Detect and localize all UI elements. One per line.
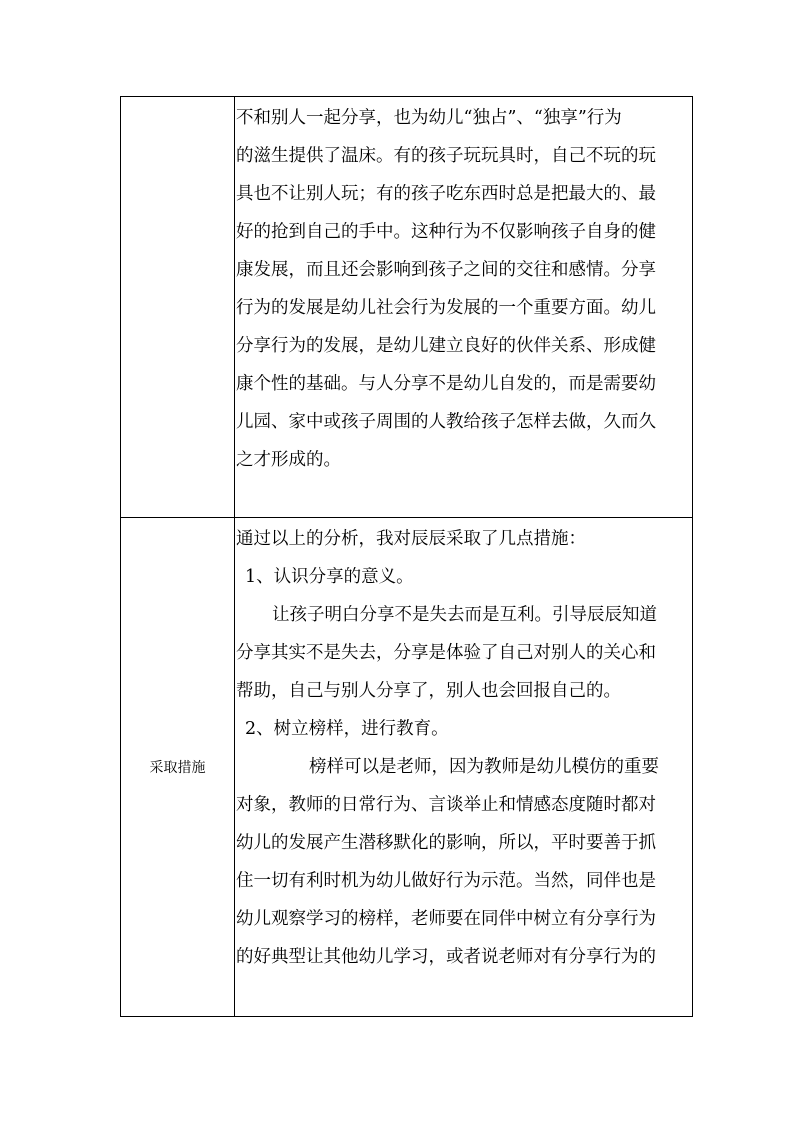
row-label-cell xyxy=(121,97,235,518)
text-line: 的好典型让其他幼儿学习，或者说老师对有分享行为的 xyxy=(236,947,656,967)
text-line: 住一切有利时机为幼儿做好行为示范。当然，同伴也是 xyxy=(236,871,656,891)
text-line: 对象，教师的日常行为、言谈举止和情感态度随时都对 xyxy=(236,795,656,815)
row-content-cell xyxy=(235,518,693,1017)
text-line: 帮助，自己与别人分享了，别人也会回报自己的。 xyxy=(236,681,621,701)
document-table xyxy=(120,96,693,1017)
text-line: 幼儿的发展产生潜移默化的影响，所以，平时要善于抓 xyxy=(236,833,656,853)
row-label-cell xyxy=(121,518,235,1017)
text-line: 让孩子明白分享不是失去而是互利。引导辰辰知道 xyxy=(272,605,657,625)
text-line: 之才形成的。 xyxy=(236,450,341,470)
text-line: 具也不让别人玩；有的孩子吃东西时总是把最大的、最 xyxy=(236,184,656,204)
text-line: 不和别人一起分享，也为幼儿“独占”、“独享”行为 xyxy=(236,108,622,128)
text-line: 儿园、家中或孩子周围的人教给孩子怎样去做，久而久 xyxy=(236,412,656,432)
text-line: 康个性的基础。与人分享不是幼儿自发的，而是需要幼 xyxy=(236,374,656,394)
text-line: 康发展，而且还会影响到孩子之间的交往和感情。分享 xyxy=(236,260,656,280)
text-line: 分享行为的发展，是幼儿建立良好的伙伴关系、形成健 xyxy=(236,336,656,356)
text-line: 分享其实不是失去，分享是体验了自己对别人的关心和 xyxy=(236,643,656,663)
section-heading: 2、树立榜样，进行教育。 xyxy=(245,719,449,739)
row-content-cell xyxy=(235,97,693,518)
table-row xyxy=(121,97,693,518)
section-heading: 1、认识分享的意义。 xyxy=(245,567,414,587)
text-line: 幼儿观察学习的榜样，老师要在同伴中树立有分享行为 xyxy=(236,909,656,929)
text-line: 行为的发展是幼儿社会行为发展的一个重要方面。幼儿 xyxy=(236,298,656,318)
table-row xyxy=(121,518,693,1017)
text-line: 榜样可以是老师，因为教师是幼儿模仿的重要 xyxy=(309,757,659,777)
text-line: 通过以上的分析，我对辰辰采取了几点措施： xyxy=(236,529,586,549)
row-label-measures: 采取措施 xyxy=(149,760,206,776)
text-line: 的滋生提供了温床。有的孩子玩玩具时，自己不玩的玩 xyxy=(236,146,656,166)
text-line: 好的抢到自己的手中。这种行为不仅影响孩子自身的健 xyxy=(236,222,656,242)
